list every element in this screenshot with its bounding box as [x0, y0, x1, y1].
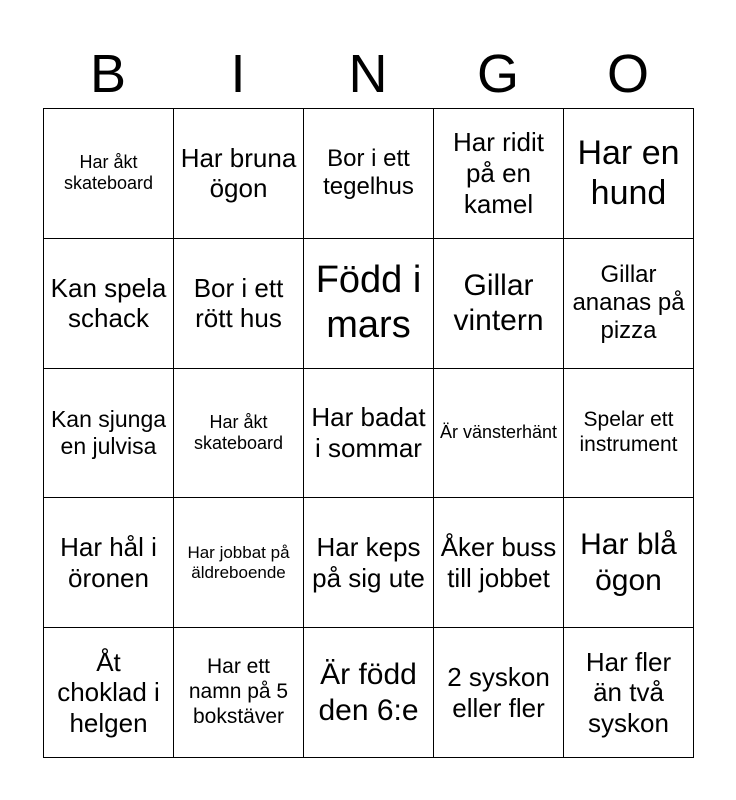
bingo-cell-r2-c3[interactable]: Född i mars [304, 239, 434, 369]
bingo-cell-r5-c3[interactable]: Är född den 6:e [304, 628, 434, 758]
header-letter-o: O [606, 44, 649, 104]
bingo-cell-r4-c4[interactable]: Åker buss till jobbet [434, 498, 564, 628]
bingo-cell-r1-c4[interactable]: Har ridit på en kamel [434, 109, 564, 239]
bingo-cell-r4-c1[interactable]: Har hål i öronen [44, 498, 174, 628]
bingo-cell-r2-c5[interactable]: Gillar ananas på pizza [564, 239, 694, 369]
bingo-cell-r1-c3[interactable]: Bor i ett tegelhus [304, 109, 434, 239]
bingo-board [43, 108, 694, 758]
bingo-cell-r2-c2[interactable]: Bor i ett rött hus [174, 239, 304, 369]
bingo-cell-r5-c5[interactable]: Har fler än två syskon [564, 628, 694, 758]
header-letter-n: N [348, 44, 388, 104]
bingo-cell-r3-c5[interactable]: Spelar ett instrument [564, 369, 694, 499]
bingo-cell-r2-c4[interactable]: Gillar vintern [434, 239, 564, 369]
bingo-cell-r3-c4[interactable]: Är vänsterhänt [434, 369, 564, 499]
header-letter-i: I [230, 44, 246, 104]
header-letter-b: B [89, 44, 127, 104]
bingo-cell-r2-c1[interactable]: Kan spela schack [44, 239, 174, 369]
header-letter-g: G [476, 44, 519, 104]
bingo-cell-r1-c1[interactable]: Har åkt skateboard [44, 109, 174, 239]
bingo-cell-r4-c2[interactable]: Har jobbat på äldreboende [174, 498, 304, 628]
bingo-cell-r5-c4[interactable]: 2 syskon eller fler [434, 628, 564, 758]
bingo-cell-r1-c2[interactable]: Har bruna ögon [174, 109, 304, 239]
bingo-cell-r3-c2[interactable]: Har åkt skateboard [174, 369, 304, 499]
bingo-cell-r4-c3[interactable]: Har keps på sig ute [304, 498, 434, 628]
bingo-cell-r1-c5[interactable]: Har en hund [564, 109, 694, 239]
bingo-cell-r3-c3[interactable]: Har badat i sommar [304, 369, 434, 499]
bingo-cell-r4-c5[interactable]: Har blå ögon [564, 498, 694, 628]
bingo-header [43, 40, 693, 108]
bingo-cell-r5-c2[interactable]: Har ett namn på 5 bokstäver [174, 628, 304, 758]
bingo-cell-r5-c1[interactable]: Åt choklad i helgen [44, 628, 174, 758]
bingo-cell-r3-c1[interactable]: Kan sjunga en julvisa [44, 369, 174, 499]
